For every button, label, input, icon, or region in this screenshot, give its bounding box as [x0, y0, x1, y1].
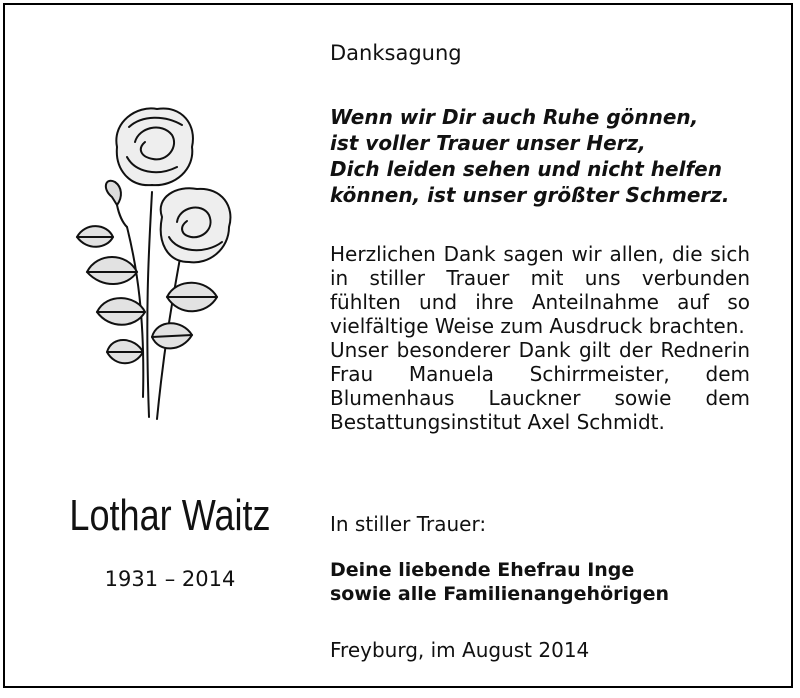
poem-line: Wenn wir Dir auch Ruhe gönnen,	[330, 105, 699, 129]
signatories	[330, 558, 669, 606]
life-dates: 1931 – 2014	[104, 567, 236, 591]
poem-line: Dich leiden sehen und nicht helfen	[330, 157, 722, 181]
obituary-card	[3, 3, 793, 688]
poem-line: ist voller Trauer unser Herz,	[330, 131, 646, 155]
place-date: Freyburg, im August 2014	[330, 638, 590, 662]
deceased-name: Lothar Waitz	[69, 491, 271, 540]
thanks-paragraph: Herzlichen Dank sagen wir allen, die sich in stiller Trauer mit uns verbunden fühlten und ihre Anteilnahme auf so vielfältige Weise zum Ausdruck brachten.	[330, 242, 750, 338]
text-column	[330, 5, 760, 686]
poem	[330, 104, 729, 208]
signatory-line: sowie alle Familienangehörigen	[330, 583, 670, 605]
memorial-column	[5, 5, 310, 686]
mourning-label: In stiller Trauer:	[330, 512, 487, 536]
rose-icon	[57, 97, 257, 427]
poem-line: können, ist unser größter Schmerz.	[330, 183, 730, 207]
heading: Danksagung	[330, 41, 462, 65]
thanks-text	[330, 242, 750, 434]
thanks-paragraph: Unser besonderer Dank gilt der Rednerin Frau Manuela Schirrmeister, dem Blumenhaus Lauckner sowie dem Bestattungsinstitut Axel Schmidt.	[330, 338, 750, 434]
signatory-line: Deine liebende Ehefrau Inge	[330, 559, 635, 581]
